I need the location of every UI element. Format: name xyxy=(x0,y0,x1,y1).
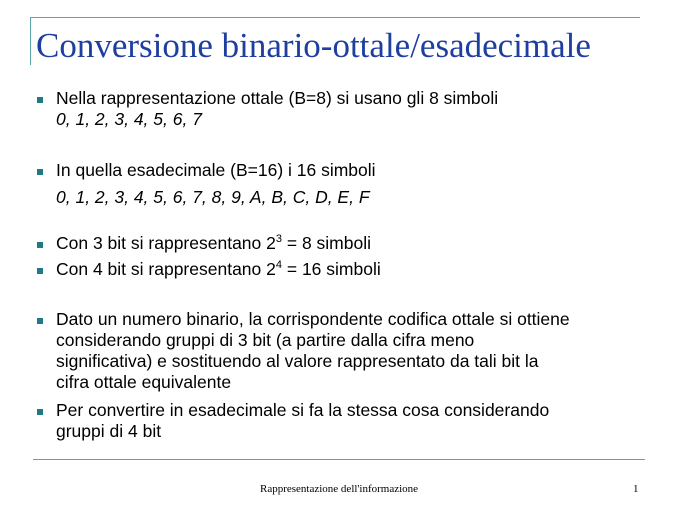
bullet-2-text: In quella esadecimale (B=16) i 16 simboli xyxy=(56,160,376,180)
bullet-marker-3 xyxy=(37,242,43,248)
bullet-5-line: significativa) e sostituendo al valore rappresentato da tali bit la xyxy=(56,351,539,371)
bullet-3-suffix: = 8 simboli xyxy=(282,233,371,253)
bullet-3-text xyxy=(56,233,371,254)
hexadecimal-symbols: 0, 1, 2, 3, 4, 5, 6, 7, 8, 9, A, B, C, D, E, F xyxy=(56,187,370,207)
bullet-marker-5 xyxy=(37,318,43,324)
left-rule xyxy=(30,17,31,65)
bullet-1-text: Nella rappresentazione ottale (B=8) si usano gli 8 simboli xyxy=(56,88,499,108)
octal-symbols: 0, 1, 2, 3, 4, 5, 6, 7 xyxy=(56,109,202,129)
bullet-6-line: gruppi di 4 bit xyxy=(56,421,162,441)
bullet-marker-2 xyxy=(37,169,43,175)
bullet-3-power-base: 2 xyxy=(266,233,276,253)
bullet-6-line: Per convertire in esadecimale si fa la stessa cosa considerando xyxy=(56,400,550,420)
bullet-5-line: Dato un numero binario, la corrispondente codifica ottale si ottiene xyxy=(56,309,570,329)
bullet-3-prefix: Con 3 bit si rappresentano xyxy=(56,233,267,253)
footer-title: Rappresentazione dell'informazione xyxy=(260,483,419,495)
bullet-marker-4 xyxy=(37,268,43,274)
bullet-4-power-base: 2 xyxy=(266,259,276,279)
top-rule xyxy=(30,17,640,18)
bullet-4-suffix: = 16 simboli xyxy=(282,259,381,279)
bullet-5-line: cifra ottale equivalente xyxy=(56,372,232,392)
bullet-6-text xyxy=(56,400,549,442)
page-number: 1 xyxy=(633,483,639,495)
slide-title: Conversione binario-ottale/esadecimale xyxy=(36,26,591,65)
bullet-3-power-exponent: 3 xyxy=(275,233,282,245)
bullet-4-text xyxy=(56,259,381,280)
bottom-rule xyxy=(33,459,645,460)
bullet-marker-6 xyxy=(37,409,43,415)
bullet-5-text xyxy=(56,309,570,393)
bullet-marker-1 xyxy=(37,97,43,103)
bullet-5-line: considerando gruppi di 3 bit (a partire dalla cifra meno xyxy=(56,330,475,350)
bullet-4-power-exponent: 4 xyxy=(275,259,282,271)
bullet-4-prefix: Con 4 bit si rappresentano xyxy=(56,259,267,279)
